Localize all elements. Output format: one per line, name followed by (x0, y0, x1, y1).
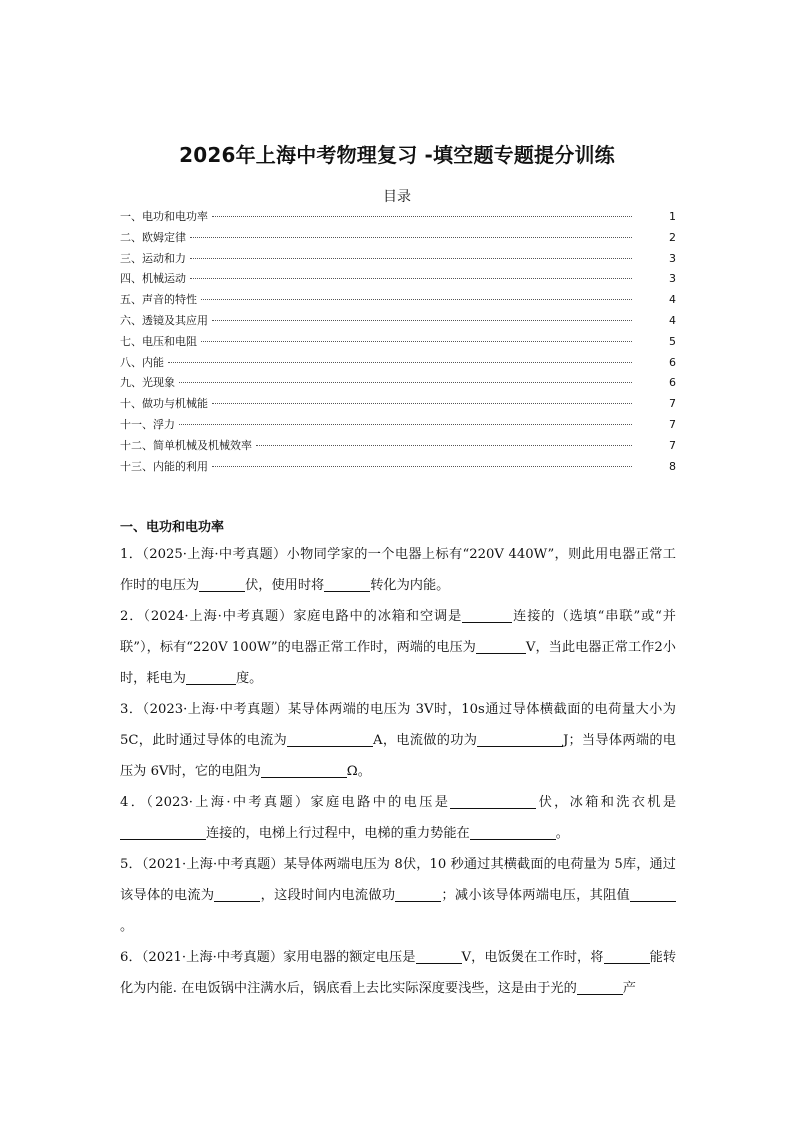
question-text: 能转化为内能. 在电饭锅中注满水后，锅底看上去比实际深度要浅些，这是由于光的 (120, 950, 677, 996)
toc-item[interactable] (120, 250, 676, 271)
toc-leader-dots (190, 237, 632, 238)
toc-item-page: 7 (669, 397, 676, 411)
toc-item-page: 6 (669, 355, 676, 369)
toc-item[interactable] (120, 416, 676, 437)
toc-leader-dots (168, 362, 632, 363)
answer-blank (261, 762, 347, 778)
answer-blank (476, 638, 526, 654)
toc-item-label: 九、光现象 (120, 376, 175, 390)
answer-blank (395, 886, 441, 902)
answer-blank (287, 731, 373, 747)
toc-leader-dots (201, 341, 632, 342)
answer-blank (214, 886, 260, 902)
toc-item-label: 二、欧姆定律 (120, 230, 186, 244)
question-1 (120, 539, 676, 601)
toc-item-page: 7 (669, 417, 676, 431)
toc-leader-dots (190, 278, 632, 279)
section-heading: 一、电功和电功率 (120, 520, 225, 535)
toc-item-page: 2 (669, 230, 676, 244)
section-content (120, 517, 676, 1004)
question-text: 。 (555, 826, 569, 841)
question-text: A，电流做的功为 (373, 733, 478, 748)
toc-item[interactable] (120, 229, 676, 250)
answer-blank (416, 948, 462, 964)
toc-item-page: 3 (669, 251, 676, 265)
question-3 (120, 694, 676, 787)
toc-leader-dots (179, 382, 632, 383)
question-text: 6．（2021·上海·中考真题）家用电器的额定电压是 (120, 950, 416, 965)
toc-leader-dots (256, 445, 632, 446)
answer-blank (120, 824, 206, 840)
toc-item[interactable] (120, 312, 676, 333)
toc-leader-dots (190, 258, 632, 259)
toc-item-page: 8 (669, 459, 676, 473)
toc-leader-dots (212, 403, 632, 404)
question-6 (120, 942, 676, 1004)
toc-item-page: 6 (669, 376, 676, 390)
toc-leader-dots (212, 466, 632, 467)
toc-item-page: 4 (669, 313, 676, 327)
toc-item[interactable] (120, 333, 676, 354)
question-text: 2．（2024·上海·中考真题）家庭电路中的冰箱和空调是 (120, 609, 463, 624)
toc-leader-dots (179, 424, 632, 425)
toc-heading: 目录 (383, 189, 411, 205)
answer-blank (450, 793, 536, 809)
question-text: 伏，使用时将 (245, 578, 325, 593)
question-text: 3．（2023·上海·中考真题）某导体两端的电压为 3V时，10s通过导体横截面的电荷量大小为 5C，此时通过导体的电流为 (120, 702, 676, 748)
toc-leader-dots (212, 216, 632, 217)
toc-item-label: 一、电功和电功率 (120, 210, 208, 223)
question-text: 。 (120, 919, 134, 934)
answer-blank (462, 607, 512, 623)
toc-item-page: 5 (669, 334, 676, 348)
toc-item-label: 十一、浮力 (120, 417, 175, 431)
answer-blank (324, 576, 370, 592)
toc-item-label: 七、电压和电阻 (120, 334, 197, 348)
toc-item-label: 十、做功与机械能 (120, 397, 208, 411)
toc-item-page: 1 (669, 210, 676, 223)
toc-item-label: 六、透镜及其应用 (120, 313, 208, 327)
question-text: 1．（2025·上海·中考真题）小物同学家的一个电器上标有“220V 440W”，则此用电器正常工作时的电压为 (120, 547, 676, 593)
toc-item-label: 四、机械运动 (120, 272, 186, 286)
toc-item-label: 三、运动和力 (120, 251, 186, 265)
toc-item[interactable] (120, 395, 676, 416)
answer-blank (630, 886, 676, 902)
toc-item-page: 4 (669, 293, 676, 307)
toc-item-page: 7 (669, 438, 676, 452)
question-text: 4．（2023·上海·中考真题）家庭电路中的电压是 (120, 795, 451, 810)
question-text: 度。 (235, 671, 263, 686)
table-of-contents (120, 208, 676, 478)
question-text: 转化为内能。 (370, 578, 450, 593)
question-text: ，这段时间内电流做功 (260, 888, 396, 903)
toc-item[interactable] (120, 270, 676, 291)
question-text: 伏，冰箱和洗衣机是 (536, 795, 677, 810)
question-text: Ω。 (346, 764, 371, 779)
answer-blank (477, 731, 563, 747)
toc-item[interactable] (120, 374, 676, 395)
answer-blank (186, 669, 236, 685)
question-text: 产 (622, 981, 636, 996)
question-text: J；当导体两端的电压为 6V时，它的电阻为 (120, 733, 676, 779)
toc-item-label: 十三、内能的利用 (120, 459, 208, 473)
question-text: 5．（2021·上海·中考真题）某导体两端电压为 8伏，10 秒通过其横截面的电荷量为 5库，通过该导体的电流为 (120, 857, 676, 903)
toc-item[interactable] (120, 208, 676, 229)
toc-item[interactable] (120, 458, 676, 479)
answer-blank (577, 979, 623, 995)
toc-leader-dots (201, 299, 632, 300)
answer-blank (470, 824, 556, 840)
question-text: V，电饭煲在工作时，将 (461, 950, 604, 965)
toc-item-label: 五、声音的特性 (120, 293, 197, 307)
toc-leader-dots (212, 320, 632, 321)
question-text: 连接的（选填“串联”或“并联”），标有“220V 100W”的电器正常工作时，两端的电压为 (120, 609, 676, 655)
toc-item-label: 十二、简单机械及机械效率 (120, 438, 252, 452)
question-2 (120, 601, 676, 694)
question-text: ；减小该导体两端电压，其阻值 (441, 888, 631, 903)
toc-item-page: 3 (669, 272, 676, 286)
question-4 (120, 787, 676, 849)
toc-item[interactable] (120, 437, 676, 458)
toc-item[interactable] (120, 291, 676, 312)
question-text: V，当此电器正常工作2小时，耗电为 (120, 640, 676, 686)
question-text: 连接的，电梯上行过程中，电梯的重力势能在 (206, 826, 470, 841)
answer-blank (199, 576, 245, 592)
question-5 (120, 849, 676, 942)
toc-item[interactable] (120, 354, 676, 375)
toc-item-label: 八、内能 (120, 355, 164, 369)
document-title: 2026年上海中考物理复习 -填空题专题提分训练 (179, 143, 615, 167)
answer-blank (604, 948, 650, 964)
